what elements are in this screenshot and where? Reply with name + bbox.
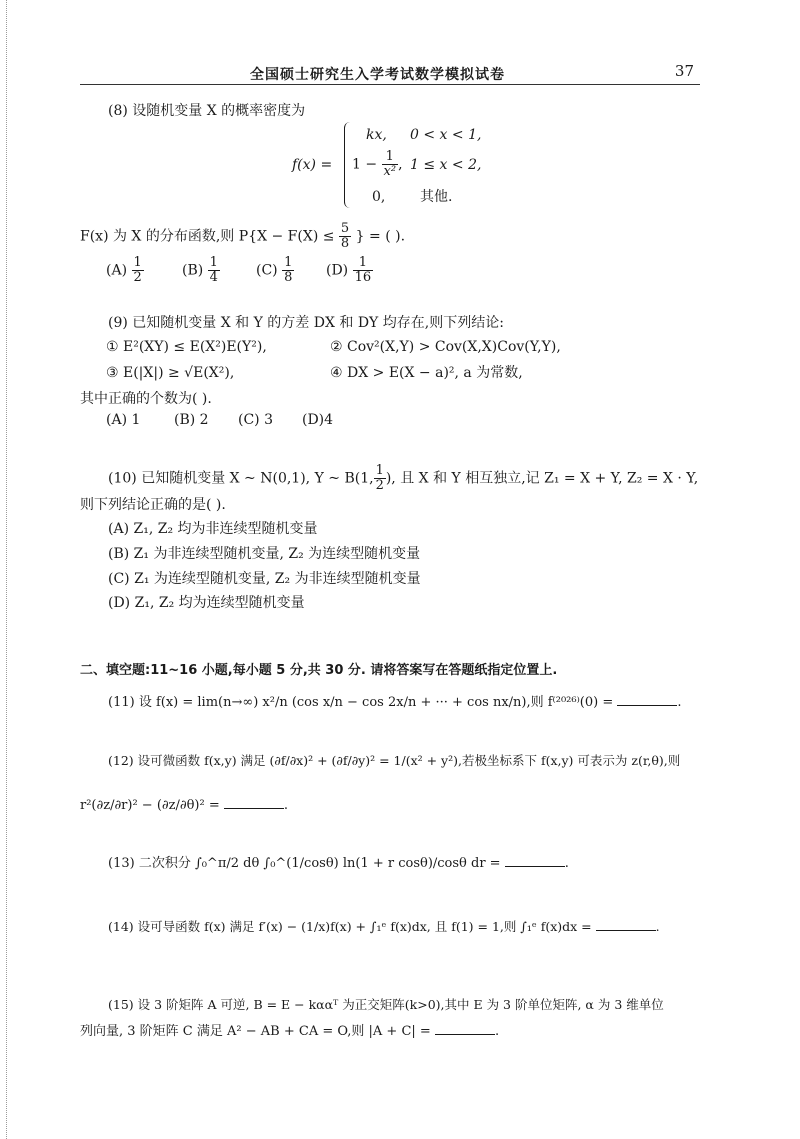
q10-question: 则下列结论正确的是( ). (80, 497, 226, 513)
q8-option-d-den: 16 (354, 270, 372, 285)
q15-line-2 (80, 1022, 499, 1041)
q8-option-b-frac (208, 256, 220, 285)
q9-statement-3: ③ E(|X|) ≥ √E(X²), (106, 365, 235, 381)
q10-option-d: (D) Z₁, Z₂ 均为连续型随机变量 (108, 595, 305, 611)
q8-option-c-label: (C) (256, 262, 278, 279)
q8-option-b-den: 4 (209, 270, 218, 285)
q9-stem: (9) 已知随机变量 X 和 Y 的方差 DX 和 DY 均存在,则下列结论: (108, 315, 504, 331)
q12-end: . (283, 798, 288, 813)
q8-option-a-label: (A) (106, 262, 128, 279)
q8-option-d-num: 1 (353, 256, 374, 271)
q10-stem-num: 1 (375, 463, 384, 478)
q9-statement-4: ④ DX > E(X − a)², a 为常数, (330, 365, 523, 381)
q8-option-c-den: 8 (284, 270, 293, 285)
q14-text-body: (14) 设可导函数 f(x) 满足 f′(x) − (1/x)f(x) + ∫₁ᵉ f(x)dx, 且 f(1) = 1,则 ∫₁ᵉ f(x)dx = (108, 919, 592, 934)
q14-text (108, 918, 660, 936)
q8-question (80, 222, 405, 251)
q13-answer-blank (505, 854, 565, 867)
q11-end: . (677, 695, 682, 710)
q8-case1-cond: 0 < x < 1, (410, 127, 482, 143)
q12-answer-blank (224, 796, 284, 809)
q13-end: . (564, 856, 569, 871)
q9-option-c: (C) 3 (238, 412, 273, 428)
q9-option-b: (B) 2 (174, 412, 209, 428)
section-2-heading: 二、填空题:11~16 小题,每小题 5 分,共 30 分. 请将答案写在答题纸指定位置上. (80, 663, 558, 678)
q13-text (108, 854, 569, 873)
q11-answer-blank (617, 693, 677, 706)
q9-option-d: (D)4 (302, 412, 334, 428)
q9-statement-1: ① E²(XY) ≤ E(X²)E(Y²), (106, 339, 267, 355)
q8-option-c-frac (282, 256, 294, 285)
page-number: 37 (674, 62, 694, 80)
q15-end: . (494, 1024, 500, 1039)
q8-question-den: 8 (340, 236, 350, 251)
q10-stem-frac (374, 464, 386, 493)
q8-case2-suffix: , (398, 156, 403, 173)
q8-option-a-den: 2 (133, 270, 142, 285)
q10-option-c: (C) Z₁ 为连续型随机变量, Z₂ 为非连续型随机变量 (108, 571, 421, 587)
q9-option-a: (A) 1 (106, 412, 141, 428)
q8-option-c (256, 256, 294, 285)
q8-option-a-frac (132, 256, 144, 285)
header-title: 全国硕士研究生入学考试数学模拟试卷 (250, 67, 505, 83)
q8-option-b-num: 1 (209, 255, 218, 270)
q15-line-1: (15) 设 3 阶矩阵 A 可逆, B = E − kααᵀ 为正交矩阵(k>0),其中 E 为 3 阶单位矩阵, α 为 3 维单位 (108, 997, 664, 1012)
q8-option-d-frac (353, 256, 374, 285)
q11-text-body: (11) 设 f(x) = lim(n→∞) x²/n (cos x/n − cos 2x/n + ··· + cos nx/n),则 f⁽²⁰²⁶⁾(0) = (108, 695, 614, 710)
q8-case2-prefix: 1 − (352, 156, 378, 173)
q8-question-num: 5 (340, 221, 350, 236)
q8-option-b-label: (B) (182, 262, 204, 279)
q8-stem: (8) 设随机变量 X 的概率密度为 (108, 103, 306, 119)
q12-line-2 (80, 796, 288, 815)
q8-case1-expr: kx, (366, 127, 387, 143)
q8-option-a-num: 1 (133, 255, 142, 270)
q8-option-a (106, 256, 144, 285)
q10-stem-den: 2 (375, 478, 384, 493)
q8-case2-num: 1 (382, 150, 399, 165)
q8-option-d (326, 256, 373, 285)
q8-case3-cond: 其他. (420, 189, 453, 205)
q10-option-b: (B) Z₁ 为非连续型随机变量, Z₂ 为连续型随机变量 (108, 546, 421, 562)
q11-text (108, 693, 682, 712)
q8-fx-label: f(x) = (292, 157, 333, 173)
q10-stem (108, 464, 698, 493)
q14-end: . (655, 919, 660, 934)
q15-answer-blank (435, 1022, 495, 1035)
page-header (80, 60, 700, 85)
q10-option-a: (A) Z₁, Z₂ 均为非连续型随机变量 (108, 521, 318, 537)
q12-line-2-body: r²(∂z/∂r)² − (∂z/∂θ)² = (80, 798, 220, 813)
q8-case2-expr (352, 150, 403, 179)
q8-option-c-num: 1 (284, 255, 293, 270)
q15-line-2-body: 列向量, 3 阶矩阵 C 满足 A² − AB + CA = O,则 |A + C| = (80, 1024, 431, 1039)
q12-line-1: (12) 设可微函数 f(x,y) 满足 (∂f/∂x)² + (∂f/∂y)² = 1/(x² + y²),若极坐标系下 f(x,y) 可表示为 z(r,θ),则 (108, 753, 681, 768)
q8-option-b (182, 256, 220, 285)
q10-stem-suffix: ), 且 X 和 Y 相互独立,记 Z₁ = X + Y, Z₂ = X · Y, (385, 470, 699, 487)
q8-question-frac (339, 222, 351, 251)
q8-case3-expr: 0, (372, 189, 386, 205)
q8-case2-frac (382, 150, 399, 179)
q9-question: 其中正确的个数为( ). (80, 391, 212, 407)
q14-answer-blank (596, 918, 656, 931)
q8-case2-den: x² (383, 164, 397, 179)
q8-option-d-label: (D) (326, 262, 349, 279)
q13-text-body: (13) 二次积分 ∫₀^π/2 dθ ∫₀^(1/cosθ) ln(1 + r cosθ)/cosθ dr = (108, 856, 501, 871)
binding-margin-line (6, 0, 8, 1139)
q10-stem-prefix: (10) 已知随机变量 X ~ N(0,1), Y ~ B(1, (108, 470, 374, 487)
q8-question-suffix: } = ( ). (355, 228, 406, 245)
q8-case2-cond: 1 ≤ x < 2, (410, 157, 482, 173)
q9-statement-2: ② Cov²(X,Y) > Cov(X,X)Cov(Y,Y), (330, 339, 561, 355)
q8-question-prefix: F(x) 为 X 的分布函数,则 P{X − F(X) ≤ (80, 228, 335, 245)
